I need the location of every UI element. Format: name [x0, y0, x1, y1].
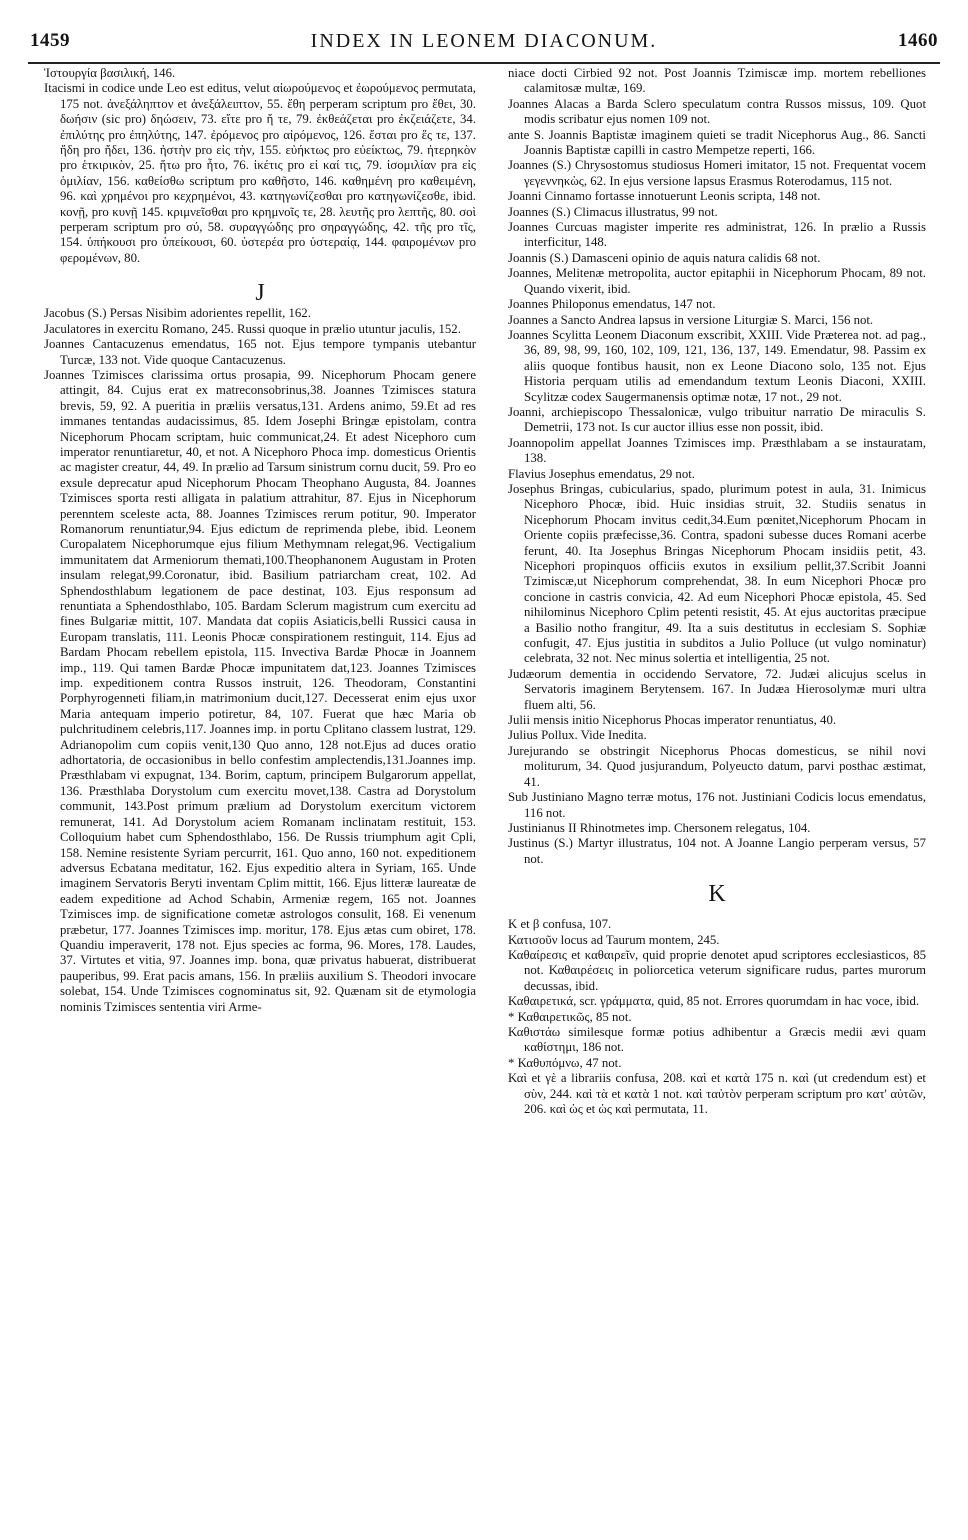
index-entry: Joannes a Sancto Andrea lapsus in versione Liturgiæ S. Marci, 156 not. — [508, 312, 874, 327]
page-number-right: 1460 — [898, 30, 938, 51]
index-entry: Justinianus II Rhinotmetes imp. Chersonem relegatus, 104. — [508, 820, 811, 835]
index-entry: Joannes Alacas a Barda Sclero speculatum contra Russos missus, 109. Quot modis scribatur ejus nomen 109 not. — [508, 96, 926, 127]
index-entry: Flavius Josephus emendatus, 29 not. — [508, 466, 695, 481]
running-header — [30, 30, 938, 60]
index-entry: Καθαίρεσις et καθαιρεῖν, quid proprie denotet apud scriptores ecclesiasticos, 85 not. Καθαιρέσεις in poliorcetica veterum significare rudus, partes murorum decussas, ibid. — [508, 947, 926, 993]
index-entry: * Καθυπόμνω, 47 not. — [508, 1055, 622, 1070]
index-entry: Joannes (S.) Climacus illustratus, 99 not. — [508, 204, 718, 219]
index-entry: Joannes Cantacuzenus emendatus, 165 not. Ejus tempore tympanis utebantur Turcæ, 133 not. Vide quoque Cantacuzenus. — [44, 337, 476, 367]
index-entry: Joannopolim appellat Joannes Tzimisces imp. Præsthlabam a se instauratam, 138. — [508, 435, 926, 466]
right-top-entries — [508, 66, 926, 867]
index-entry: Joannes Tzimisces clarissima ortus prosapia, 99. Nicephorum Phocam genere attingit, 84. Cujus erat ex matreconsobrinus,38. Joannes Tzimisces statura brevis, 59, 92. A pueritia in præliis versatus,131. Ardens animo, 59.Et ad res immanes tentandas audacissimus, 85. Idem Josephi Bringæ epistolam, contra Nicephorum Phocam scriptam, huic communicat,24. Et adest Nicephoro cum imperator renuntiaretur, 40, et not. A Nicephoro Phoca imp. domesticus Orientis ac magister creatur, 44, 49. In prælio ad Tarsum sinistrum cornu ducit, 59. Pro eo exsule deprecatur apud Nicephorum Phocam Theophano Augusta, 84. Joannes Tzimisces sporta resti alligata in palatium attrahitur, 87. Ejus in Nicephorum perenntem sceleste acta, 88. Joannes Tzimisces rerum potitur, 90. Imperator Romanorum renuntiatur,94. Ejus edictum de reprimenda plebe, ibid. Leonem Curopalatem Nicephorumque ejus filium Methymnam relegat,96. Vectigalium immunitatem dat Armeniorum themati,100.Theophanonem Augustam in Proten insulam relegat,99.Coronatur, ibid. Basilium patriarcham creat, 102. Ad Sphendosthlabum legationem de pace destinat, 103. Ejus responsum ad renuntiata a Sphendosthlabo, 105. Bardam Sclerum magistrum cum exercitu ad fines Bulgariæ mittit, 107. Mandata dat copiis Asiaticis,belli Russici causa in Europam translatis, 111. Leonis Phocæ conspirationem restinguit, 114. Ejus ad Bardam Phocam rebellem epistola, 115. Invectiva Bardæ Phocæ in Joannem imp., 119. Qui tamen Bardæ Phocæ impunitatem dat,123. Joannes Tzimisces imp. expeditionem contra Russos instruit, 126. Theodoram, Constantini Porphyrogenneti filiam,in matrimonium ducit,127. Decesserat enim ejus uxor Maria antequam imperio potiretur, 84, 107. Fuerat que hæc Maria ob pulchritudinem celebris,117. Joannes imp. in portu Cplitano classem lustrat, 129. Adrianopolim cum copiis venit,130 Quo anno, 128 not.Ejus ad duces oratio adhortatoria, de occasionibus in bello confestim amplectendis,131.Joannes imp. Præsthlabam vi expugnat, 134. Borim, captum, principem Bulgarorum appellat, 136. Præsthlaba Dorystolum cum exercitu movet,138. Castra ad Dorystolum communit, 143.Post primum prælium ad Dorystolum exercitum victorem remunerat, 141. Ad Dorystolum aciem Romanam inclinatam restituit, 153. Colloquium habet cum Sphendosthlabo, 156. De Russis triumphum agit Cpli, 158. Nemine resistente Syriam percurrit, 161. Quo anno, 160 not. expeditionem adversus Ecbatana meditatur, 162. Ejus expeditio altera in Syriam, 165. Unde imaginem Servatoris Beryti inventam Cplim mittit, 166. Ejus litteræ laureatæ de eadem expeditione ad Achod Schabin, Armeniæ regem, 165 not. Joannes Tzimisces imp. de significatione cometæ astrologos consulit, 168. Ei venenum præbetur, 177. Joannes Tzimisces imp. moritur, 178. Ejus ætas cum obiret, 178. Quandiu imperaverit, 178 not. Ejus species ac forma, 96. Mores, 178. Laudes, 37. Virtutes et vitia, 97. Joannes imp. bona, quæ privatus habuerat, distribuerat pauperibus, 99. Erat pacis amans, 156. In præliis auxilium S. Theodori invocare solebat, 154. Unde Tzimisces cognominatus sit, 92. Quænam sit de etymologia nominis Tzimisces sententia viri Arme- — [44, 367, 476, 1014]
index-entry: Jaculatores in exercitu Romano, 245. Russi quoque in prælio utuntur jaculis, 152. — [44, 321, 461, 336]
index-entry: Julii mensis initio Nicephorus Phocas imperator renuntiatus, 40. — [508, 713, 837, 728]
index-entry: Justinus (S.) Martyr illustratus, 104 not. A Joanne Langio perperam versus, 57 not. — [508, 836, 926, 866]
section-letter-k: K — [708, 881, 726, 908]
index-entry: Joannes (S.) Chrysostomus studiosus Homeri imitator, 15 not. Frequentat vocem γεγεννηκὼς, 62. In ejus versione lapsus Erasmus Roterodamus, 115 not. — [508, 158, 926, 188]
index-entry: Joannes Curcuas magister imperite res administrat, 126. In prælio a Russis interficitur, 148. — [508, 220, 926, 250]
index-entry: Jacobus (S.) Persas Nisibim adorientes repellit, 162. — [44, 306, 311, 321]
index-entry: K et β confusa, 107. — [508, 917, 612, 932]
index-entry: Sub Justiniano Magno terræ motus, 176 not. Justiniani Codicis locus emendatus, 116 not. — [508, 790, 926, 820]
index-entry: Joanni, archiepiscopo Thessalonicæ, vulgo tribuitur narratio De miraculis S. Demetrii, 173 not. Is cur auctor illius esse non possit, ibid. — [508, 404, 926, 435]
section-letter-j: J — [255, 280, 265, 307]
left-bottom-entries — [44, 306, 476, 1015]
index-entry: Itacismi in codice unde Leo est editus, velut αἰωρούμενος et ἐωρούμενος permutata, 175 not. ἀνεξάληπτον et ἀνεξάλειπτον, 55. ἔθη perperam scriptum pro ἔθει, 30. δωήσιν (sic pro) δηώσειν, 73. εἴτε pro ἤ τε, 79. ἐκθεάζεται pro ἐκζειάζετε, 34. ἐπιλύτης pro ἐπηλύτης, 147. ἐρόμενος pro αἰρόμενος, 126. ἔσται pro ἕς τε, 137. ἤδη pro ἤδει, 136. ἠστὴν pro εἰς τὴν, 155. εὐήκτως pro εὐείκτως, 79. ἠτερηκὸν pro ἑτκιρικὸν, 25. ἥτω pro ἦτο, 76. ἰκέτις pro εἰ καί τις, 79. ἰσομιλίαν pra εἰς ὁμιλίαν, 156. καθείσθω scriptum pro καθῆστο, 146. καθημένη pro καθειμένη, 96. καὶ χρημένοι pro κεχρημένοι, 43. κατηγωνίζεσθαι pro κατηγωνίζεσθε, ibid. κονῇ, pro κυνῇ 145. κριμνεῖσθαι pro κρημνοῖς τε, 28. λευτῆς pro λεπτῆς, 80. σοὶ perperam scriptum pro σύ, 58. συραγγώδης pro σηραγγώδης, 42. τῆς pro τῖς, 154. ὑπήκουσι pro ὑπείκουσι, 60. ὑστερέα pro ὑστεραίᾳ, 144. φαιρομένων pro φερομένων, 80. — [44, 81, 476, 265]
index-entry: * Καθαιρετικῶς, 85 not. — [508, 1009, 632, 1024]
index-entry: Καὶ et γὲ a librariis confusa, 208. καὶ et κατὰ 175 n. καὶ (ut credendum est) et σὺν, 244. καὶ τὰ et κατὰ 1 not. καὶ ταὐτὸν perperam scriptum pro κατ' αὐτῶν, 206. καὶ ὡς et ὡς καὶ permutata, 11. — [508, 1071, 926, 1116]
index-entry: Joanni Cinnamo fortasse innotuerunt Leonis scripta, 148 not. — [508, 189, 821, 204]
index-entry: Ἱστουργία βασιλική, 146. — [44, 66, 176, 80]
index-entry: Judæorum dementia in occidendo Servatore, 72. Judæi alicujus scelus in Servatoris imaginem Berytensem. 167. In Judæa Hierosolymæ muri ultra fluem alti, 56. — [508, 666, 926, 712]
right-column — [508, 66, 926, 1117]
index-entry: Καθαιρετικά, scr. γράμματα, quid, 85 not. Errores quorumdam in hac voce, ibid. — [508, 994, 920, 1009]
left-top-entries — [44, 66, 476, 266]
index-entry: Καθιστάω similesque formæ potius adhibentur a Græcis medii ævi quam καθίστημι, 186 not. — [508, 1024, 926, 1055]
header-rule — [28, 62, 940, 64]
left-column — [44, 66, 476, 1015]
index-entry: Jurejurando se obstringit Nicephorus Phocas domesticus, se nihil novi moliturum, 34. Quod jusjurandum, Polyeucto datum, parvi posthac æstimat, 41. — [508, 743, 926, 789]
index-entry: Josephus Bringas, cubicularius, spado, plurimum potest in aula, 31. Inimicus Nicephoro Phocæ, ibid. Huic insidias struit, 32. Studiis senatus in Nicephorum Phocam invitus cedit,34.Eum pœnitet,Nicephorum Phocam in Oriente copiis præfecisse,36. Contra, spadoni subesse duces Romani acerbe ferunt, 40. Ita Josephus Bringas Nicephorum Phocam insidiis petit, 43. Nicephori propinquos officiis exutos in exsilium pellit,37.Scribit Joanni Tzimiscæ,ut Nicephorum comprehendat, 38. In eum Nicephori Phocæ pro concione in castris convicia, 42. Ad eum Nicephori Phocæ epistola, 45. Sed nihilominus Nicephoro Cplim petenti resistit, 45. At ejus auctoritas præcipue a Basilio notho frangitur, 49. Ita a suis destitutus in ecclesiam S. Sophiæ confugit, 47. Ejus justitia in subditos a Julio Polluce (ut vulgo nominatur) celebrata, 32 not. Nec minus solertia et intelligentia, 25 not. — [508, 481, 926, 666]
index-entry: Κατισοῦν locus ad Taurum montem, 245. — [508, 932, 720, 947]
index-entry: Joannes Philoponus emendatus, 147 not. — [508, 297, 716, 312]
index-entry: Joannis (S.) Damasceni opinio de aquis natura calidis 68 not. — [508, 250, 821, 265]
index-entry: Joannes Scylitta Leonem Diaconum exscribit, XXIII. Vide Præterea not. ad pag., 36, 89, 98, 99, 160, 102, 109, 121, 136, 137, 149. Emendatur, 98. Passim ex aliis quoque fontibus hausit, non ex Leone Diacono solo, 135 not. Ejus Historia perquam utilis ad emendandum textum Leonis Diaconi, XXIII. Scylitzæ codex Saugermanensis optimæ notæ, 17 not., 29 not. — [508, 327, 926, 404]
page-number-left: 1459 — [30, 30, 70, 51]
running-title: INDEX IN LEONEM DIACONUM. — [310, 30, 658, 52]
index-entry: niace docti Cirbied 92 not. Post Joannis Tzimiscæ imp. mortem rebelliones calamitosæ multæ, 169. — [508, 66, 926, 96]
index-entry: ante S. Joannis Baptistæ imaginem quieti se tradit Nicephorus Aug., 86. Sancti Joannis Baptistæ capilli in castro Mempetze reperti, 166. — [508, 127, 926, 158]
index-entry: Julius Pollux. Vide Inedita. — [508, 728, 647, 743]
right-bottom-entries — [508, 917, 926, 1117]
index-entry: Joannes, Melitenæ metropolita, auctor epitaphii in Nicephorum Phocam, 89 not. Quando vixerit, ibid. — [508, 266, 926, 296]
